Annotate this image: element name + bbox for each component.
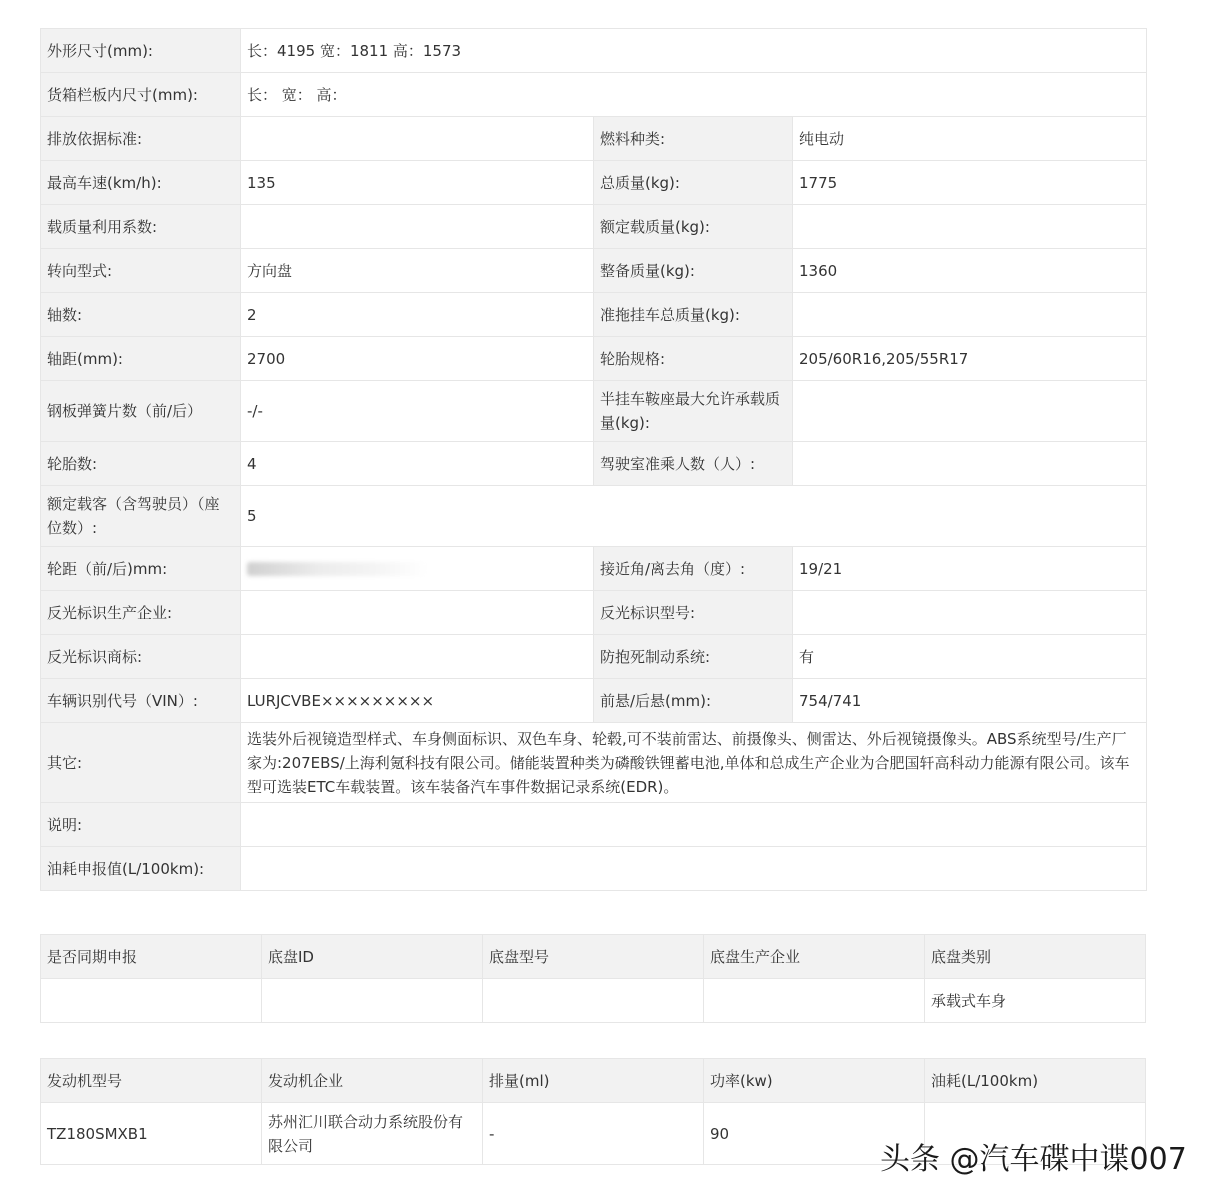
spec-row — [41, 591, 1147, 635]
chassis-header-cell: 底盘型号 — [483, 935, 704, 979]
overhang-value: 754/741 — [793, 679, 1147, 723]
max-speed-value: 135 — [241, 161, 594, 205]
chassis-cell — [262, 979, 483, 1023]
spec-row — [41, 547, 1147, 591]
watermark: 头条 @汽车碟中谍007 — [880, 1142, 1187, 1177]
spec-row — [41, 381, 1147, 442]
chassis-cell: 承载式车身 — [925, 979, 1146, 1023]
reflector-maker-value — [241, 591, 594, 635]
chassis-cell — [704, 979, 925, 1023]
emission-standard-label: 排放依据标准: — [41, 117, 241, 161]
engine-header-cell: 发动机型号 — [41, 1059, 262, 1103]
note-label: 说明: — [41, 803, 241, 847]
rated-load-label: 额定载质量(kg): — [594, 205, 793, 249]
engine-header-cell: 排量(ml) — [483, 1059, 704, 1103]
approach-departure-angle-label: 接近角/离去角（度）: — [594, 547, 793, 591]
load-utilization-value — [241, 205, 594, 249]
seats-label: 额定载客（含驾驶员）（座位数）: — [41, 486, 241, 547]
spec-row — [41, 73, 1147, 117]
vin-value: LURJCVBE××××××××× — [241, 679, 594, 723]
tire-spec-value: 205/60R16,205/55R17 — [793, 337, 1147, 381]
wheelbase-label: 轴距(mm): — [41, 337, 241, 381]
spec-row — [41, 679, 1147, 723]
spec-row — [41, 486, 1147, 547]
spec-row — [41, 442, 1147, 486]
redacted-value — [247, 562, 427, 576]
spec-row — [41, 117, 1147, 161]
saddle-load-value — [793, 381, 1147, 442]
chassis-data-row — [41, 979, 1146, 1023]
engine-header-cell: 发动机企业 — [262, 1059, 483, 1103]
spec-row — [41, 205, 1147, 249]
dimensions-label: 外形尺寸(mm): — [41, 29, 241, 73]
track-width-label: 轮距（前/后)mm: — [41, 547, 241, 591]
spec-row — [41, 293, 1147, 337]
fuel-type-label: 燃料种类: — [594, 117, 793, 161]
tire-count-label: 轮胎数: — [41, 442, 241, 486]
load-utilization-label: 载质量利用系数: — [41, 205, 241, 249]
total-mass-label: 总质量(kg): — [594, 161, 793, 205]
leaf-spring-value: -/- — [241, 381, 594, 442]
spec-row — [41, 847, 1147, 891]
chassis-header-row — [41, 935, 1146, 979]
chassis-table — [40, 934, 1146, 1023]
cab-passengers-value — [793, 442, 1147, 486]
reflector-model-label: 反光标识型号: — [594, 591, 793, 635]
reflector-maker-label: 反光标识生产企业: — [41, 591, 241, 635]
chassis-header-cell: 底盘生产企业 — [704, 935, 925, 979]
spec-row — [41, 249, 1147, 293]
steering-value: 方向盘 — [241, 249, 594, 293]
spec-row — [41, 161, 1147, 205]
fuel-type-value: 纯电动 — [793, 117, 1147, 161]
spec-row — [41, 337, 1147, 381]
axle-count-value: 2 — [241, 293, 594, 337]
other-value: 选装外后视镜造型样式、车身侧面标识、双色车身、轮毂,可不装前雷达、前摄像头、侧雷达、外后视镜摄像头。ABS系统型号/生产厂家为:207EBS/上海利氪科技有限公司。储能装置种类为磷酸铁锂蓄电池,单体和总成生产企业为合肥国轩高科动力能源有限公司。该车型可选装ETC车载装置。该车装备汽车事件数据记录系统(EDR)。 — [241, 723, 1147, 803]
cargo-dimensions-label: 货箱栏板内尺寸(mm): — [41, 73, 241, 117]
max-speed-label: 最高车速(km/h): — [41, 161, 241, 205]
engine-cell: 苏州汇川联合动力系统股份有限公司 — [262, 1103, 483, 1165]
steering-label: 转向型式: — [41, 249, 241, 293]
spec-row — [41, 723, 1147, 803]
vehicle-spec-table — [40, 28, 1147, 891]
saddle-load-label: 半挂车鞍座最大允许承载质量(kg): — [594, 381, 793, 442]
approach-departure-angle-value: 19/21 — [793, 547, 1147, 591]
reflector-model-value — [793, 591, 1147, 635]
spec-row — [41, 635, 1147, 679]
tow-mass-label: 准拖挂车总质量(kg): — [594, 293, 793, 337]
overhang-label: 前悬/后悬(mm): — [594, 679, 793, 723]
emission-standard-value — [241, 117, 594, 161]
engine-cell: TZ180SMXB1 — [41, 1103, 262, 1165]
other-label: 其它: — [41, 723, 241, 803]
cab-passengers-label: 驾驶室准乘人数（人）: — [594, 442, 793, 486]
vin-label: 车辆识别代号（VIN）: — [41, 679, 241, 723]
chassis-header-cell: 底盘ID — [262, 935, 483, 979]
chassis-header-cell: 是否同期申报 — [41, 935, 262, 979]
wheelbase-value: 2700 — [241, 337, 594, 381]
total-mass-value: 1775 — [793, 161, 1147, 205]
engine-header-cell: 油耗(L/100km) — [925, 1059, 1146, 1103]
tire-count-value: 4 — [241, 442, 594, 486]
curb-mass-value: 1360 — [793, 249, 1147, 293]
cargo-dimensions-value: 长： 宽： 高： — [241, 73, 1147, 117]
chassis-cell — [483, 979, 704, 1023]
engine-cell: 90 — [704, 1103, 925, 1165]
spec-row — [41, 29, 1147, 73]
chassis-header-cell: 底盘类别 — [925, 935, 1146, 979]
engine-header-row — [41, 1059, 1146, 1103]
track-width-value — [241, 547, 594, 591]
fuel-consumption-label: 油耗申报值(L/100km): — [41, 847, 241, 891]
spec-row — [41, 803, 1147, 847]
engine-cell: - — [483, 1103, 704, 1165]
abs-value: 有 — [793, 635, 1147, 679]
chassis-cell — [41, 979, 262, 1023]
tire-spec-label: 轮胎规格: — [594, 337, 793, 381]
dimensions-value: 长：4195 宽：1811 高：1573 — [241, 29, 1147, 73]
axle-count-label: 轴数: — [41, 293, 241, 337]
tow-mass-value — [793, 293, 1147, 337]
seats-value: 5 — [241, 486, 1147, 547]
curb-mass-label: 整备质量(kg): — [594, 249, 793, 293]
leaf-spring-label: 钢板弹簧片数（前/后） — [41, 381, 241, 442]
abs-label: 防抱死制动系统: — [594, 635, 793, 679]
rated-load-value — [793, 205, 1147, 249]
reflector-brand-value — [241, 635, 594, 679]
reflector-brand-label: 反光标识商标: — [41, 635, 241, 679]
fuel-consumption-value — [241, 847, 1147, 891]
engine-header-cell: 功率(kw) — [704, 1059, 925, 1103]
note-value — [241, 803, 1147, 847]
